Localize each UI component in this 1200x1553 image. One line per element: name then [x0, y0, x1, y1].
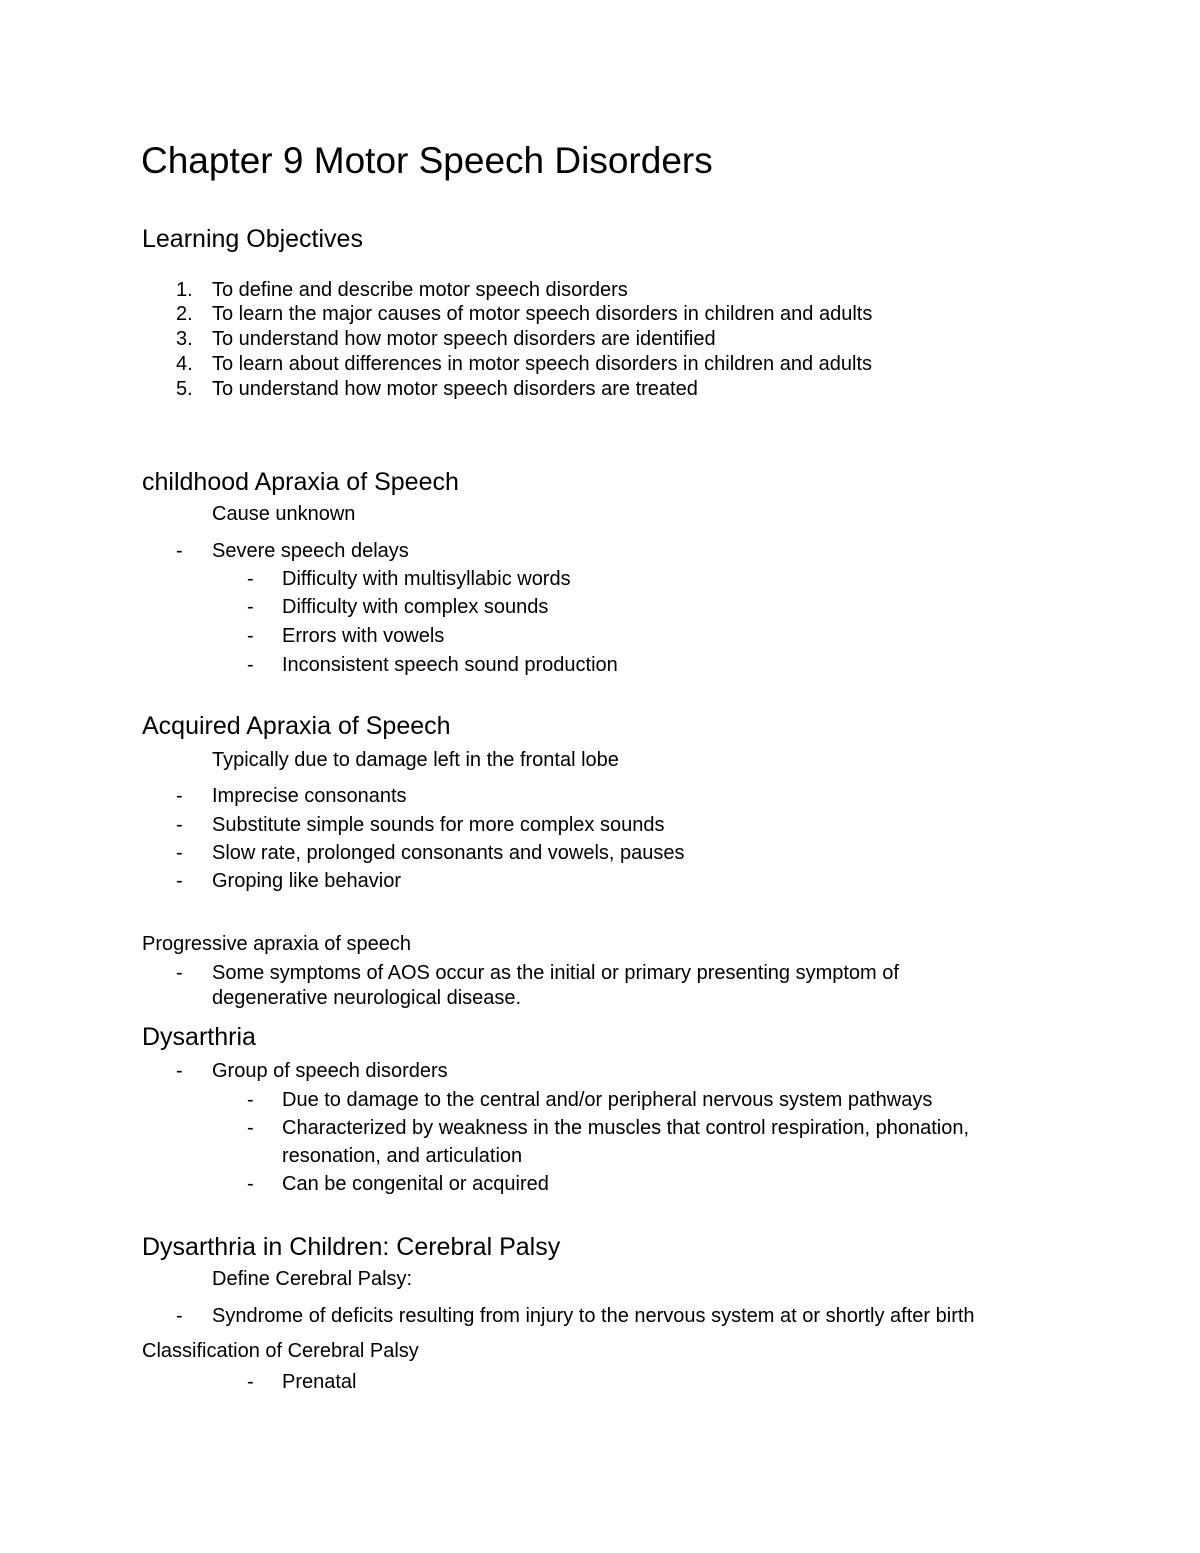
list-item: Can be congenital or acquired: [282, 1173, 549, 1195]
list-item: Inconsistent speech sound production: [282, 654, 618, 676]
list-item-continued: resonation, and articulation: [282, 1145, 523, 1167]
list-item: To understand how motor speech disorders are identified: [212, 328, 716, 350]
page-title: Chapter 9 Motor Speech Disorders: [141, 140, 713, 181]
list-number: 2.: [176, 303, 193, 325]
list-item: Prenatal: [282, 1371, 357, 1393]
bullet-dash: -: [247, 654, 254, 676]
bullet-dash: -: [247, 596, 254, 618]
bullet-dash: -: [176, 870, 183, 892]
bullet-dash: -: [247, 1173, 254, 1195]
cause-text: Typically due to damage left in the frontal lobe: [212, 749, 619, 771]
list-item: Difficulty with multisyllabic words: [282, 568, 571, 590]
dysarthria-heading: Dysarthria: [142, 1023, 256, 1051]
list-item: To learn about differences in motor speech disorders in children and adults: [212, 353, 873, 375]
acquired-apraxia-heading: Acquired Apraxia of Speech: [142, 712, 451, 740]
list-item: To define and describe motor speech disorders: [212, 279, 628, 301]
list-item: Syndrome of deficits resulting from injury to the nervous system at or shortly after birth: [212, 1305, 975, 1327]
bullet-dash: -: [247, 1371, 254, 1393]
list-item: Substitute simple sounds for more complex sounds: [212, 814, 665, 836]
bullet-dash: -: [176, 814, 183, 836]
objectives-heading: Learning Objectives: [142, 225, 363, 253]
list-item: Characterized by weakness in the muscles that control respiration, phonation,: [282, 1117, 970, 1139]
bullet-dash: -: [176, 540, 183, 562]
bullet-dash: -: [247, 625, 254, 647]
bullet-dash: -: [176, 785, 183, 807]
list-item: Groping like behavior: [212, 870, 401, 892]
define-text: Define Cerebral Palsy:: [212, 1268, 413, 1290]
list-number: 1.: [176, 279, 193, 301]
bullet-dash: -: [247, 1089, 254, 1111]
bullet-dash: -: [247, 1117, 254, 1139]
progressive-label: Progressive apraxia of speech: [142, 933, 412, 955]
list-item: Severe speech delays: [212, 540, 409, 562]
list-item: To learn the major causes of motor speech disorders in children and adults: [212, 303, 873, 325]
cerebral-palsy-heading: Dysarthria in Children: Cerebral Palsy: [142, 1233, 561, 1261]
list-item-continued: degenerative neurological disease.: [212, 987, 522, 1009]
list-number: 3.: [176, 328, 193, 350]
bullet-dash: -: [247, 568, 254, 590]
list-number: 4.: [176, 353, 193, 375]
list-item: Imprecise consonants: [212, 785, 407, 807]
list-item: To understand how motor speech disorders are treated: [212, 378, 698, 400]
list-item: Some symptoms of AOS occur as the initial or primary presenting symptom of: [212, 962, 899, 984]
list-item: Group of speech disorders: [212, 1060, 448, 1082]
cause-text: Cause unknown: [212, 503, 356, 525]
list-item: Difficulty with complex sounds: [282, 596, 549, 618]
childhood-apraxia-heading: childhood Apraxia of Speech: [142, 468, 459, 496]
bullet-dash: -: [176, 1060, 183, 1082]
list-item: Due to damage to the central and/or peripheral nervous system pathways: [282, 1089, 933, 1111]
list-item: Slow rate, prolonged consonants and vowels, pauses: [212, 842, 685, 864]
list-number: 5.: [176, 378, 193, 400]
bullet-dash: -: [176, 962, 183, 984]
list-item: Errors with vowels: [282, 625, 445, 647]
bullet-dash: -: [176, 1305, 183, 1327]
classification-label: Classification of Cerebral Palsy: [142, 1340, 419, 1362]
bullet-dash: -: [176, 842, 183, 864]
